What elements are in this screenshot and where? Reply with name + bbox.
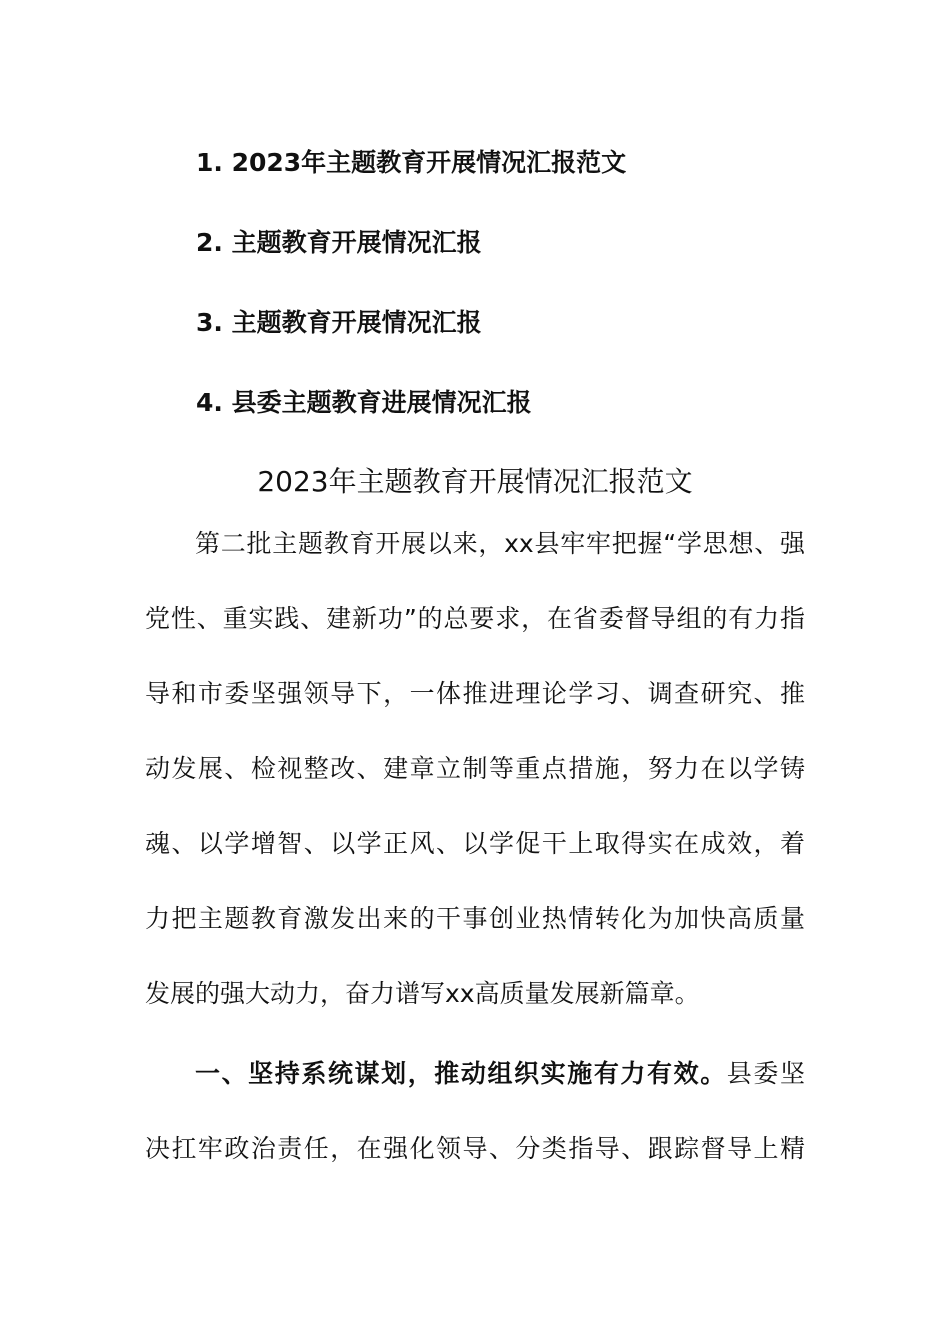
section-heading-line	[145, 1050, 805, 1125]
article-body	[145, 520, 805, 1200]
toc-item-3[interactable]: 3. 主题教育开展情况汇报	[196, 308, 482, 337]
section-heading: 一、坚持系统谋划，推动组织实施有力有效。	[195, 1059, 727, 1088]
paragraph-line: 党性、重实践、建新功”的总要求，在省委督导组的有力指	[145, 604, 805, 633]
toc-item-2[interactable]: 2. 主题教育开展情况汇报	[196, 228, 482, 257]
toc-item-1[interactable]: 1. 2023年主题教育开展情况汇报范文	[196, 148, 627, 177]
table-of-contents	[196, 139, 856, 459]
paragraph-line: 发展的强大动力，奋力谱写xx高质量发展新篇章。	[145, 979, 700, 1008]
paragraph-line: 导和市委坚强领导下，一体推进理论学习、调查研究、推	[145, 679, 805, 708]
paragraph-line: 魂、以学增智、以学正风、以学促干上取得实在成效，着	[145, 829, 805, 858]
paragraph-line: 决扛牢政治责任，在强化领导、分类指导、跟踪督导上精	[145, 1134, 805, 1163]
article-title: 2023年主题教育开展情况汇报范文	[257, 465, 693, 498]
toc-item-4[interactable]: 4. 县委主题教育进展情况汇报	[196, 388, 532, 417]
section-text: 县委坚	[726, 1059, 805, 1088]
paragraph-line: 力把主题教育激发出来的干事创业热情转化为加快高质量	[145, 904, 805, 933]
paragraph-line: 第二批主题教育开展以来，xx县牢牢把握“学思想、强	[195, 529, 805, 558]
paragraph-line: 动发展、检视整改、建章立制等重点措施，努力在以学铸	[145, 754, 805, 783]
